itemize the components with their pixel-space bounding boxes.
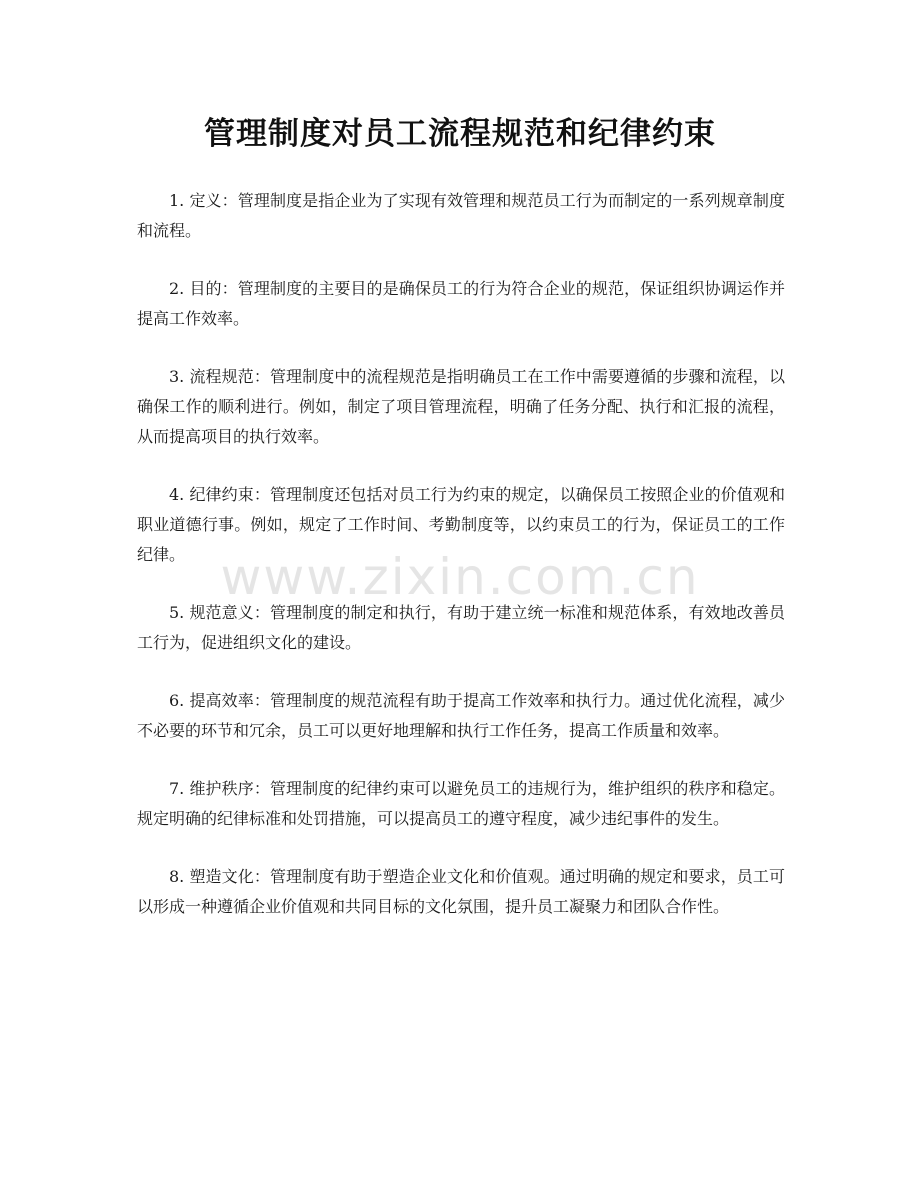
paragraph-culture: 8. 塑造文化：管理制度有助于塑造企业文化和价值观。通过明确的规定和要求，员工可以形成一种遵循企业价值观和共同目标的文化氛围，提升员工凝聚力和团队合作性。	[137, 867, 785, 916]
paragraph-significance: 5. 规范意义：管理制度的制定和执行，有助于建立统一标准和规范体系，有效地改善员工行为，促进组织文化的建设。	[137, 603, 785, 652]
paragraph-definition: 1. 定义：管理制度是指企业为了实现有效管理和规范员工行为而制定的一系列规章制度和流程。	[137, 191, 785, 240]
paragraph-discipline: 4. 纪律约束：管理制度还包括对员工行为约束的规定，以确保员工按照企业的价值观和职业道德行事。例如，规定了工作时间、考勤制度等，以约束员工的行为，保证员工的工作纪律。	[137, 485, 785, 564]
paragraph-purpose: 2. 目的：管理制度的主要目的是确保员工的行为符合企业的规范，保证组织协调运作并提高工作效率。	[137, 279, 785, 328]
paragraph-efficiency: 6. 提高效率：管理制度的规范流程有助于提高工作效率和执行力。通过优化流程，减少不必要的环节和冗余，员工可以更好地理解和执行工作任务，提高工作质量和效率。	[137, 691, 785, 740]
document-body	[137, 186, 785, 950]
watermark: www.zixin.com.cn	[220, 548, 700, 606]
paragraph-order: 7. 维护秩序：管理制度的纪律约束可以避免员工的违规行为，维护组织的秩序和稳定。规定明确的纪律标准和处罚措施，可以提高员工的遵守程度，减少违纪事件的发生。	[137, 779, 785, 828]
paragraph-process-norms: 3. 流程规范：管理制度中的流程规范是指明确员工在工作中需要遵循的步骤和流程，以确保工作的顺利进行。例如，制定了项目管理流程，明确了任务分配、执行和汇报的流程，从而提高项目的执行效率。	[137, 367, 785, 446]
document-title: 管理制度对员工流程规范和纪律约束	[204, 116, 716, 152]
